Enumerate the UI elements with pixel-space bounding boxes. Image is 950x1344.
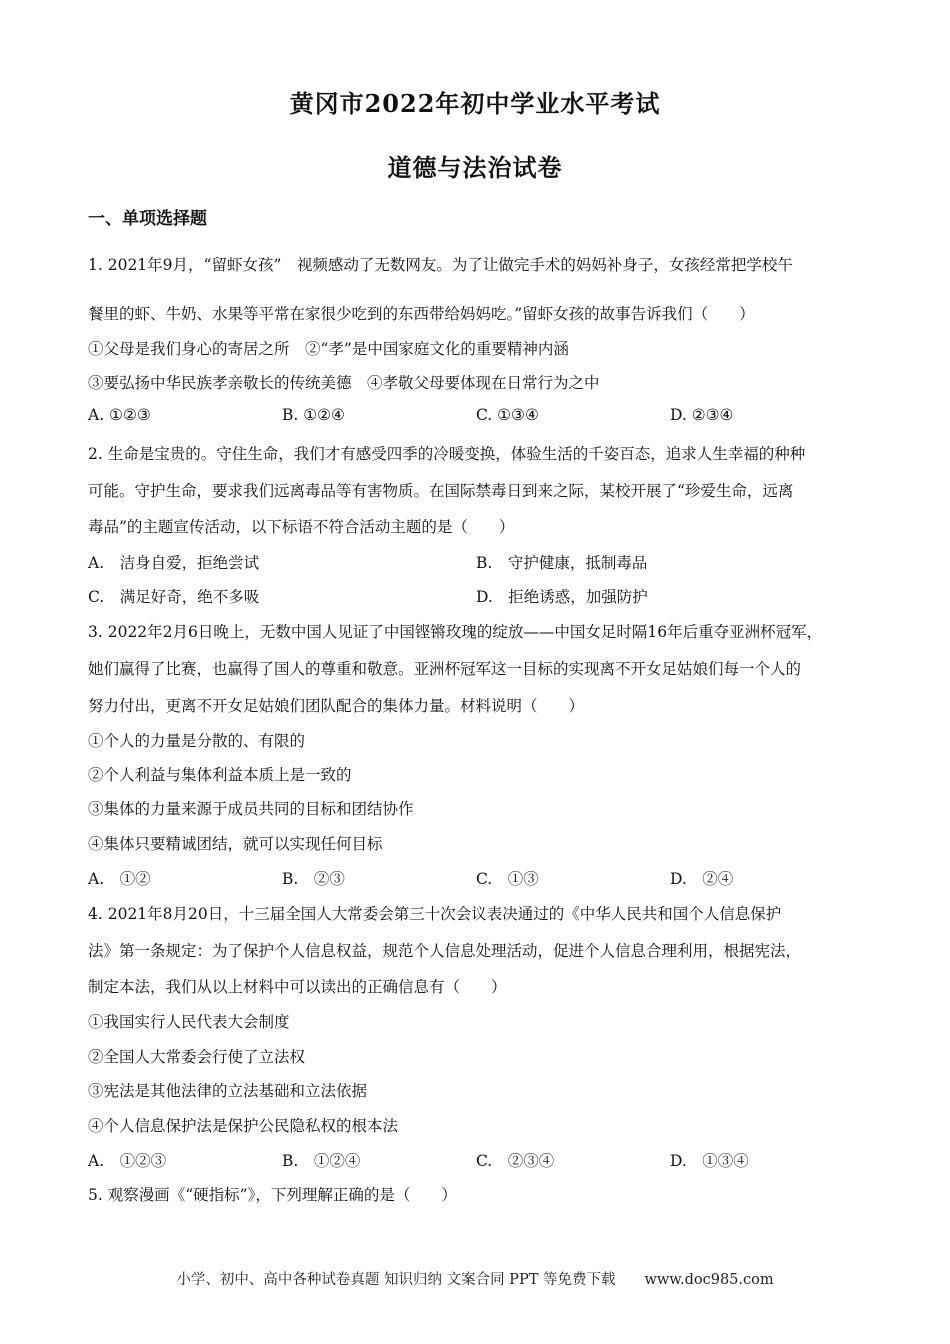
q1-statement-line-1: ①父母是我们身心的寄居之所 ②“孝”是中国家庭文化的重要精神内涵 (88, 340, 569, 358)
q4-statement-2: ②全国人大常委会行使了立法权 (88, 1048, 306, 1066)
q2-option-c[interactable]: C. 满足好奇，绝不多吸 (88, 588, 260, 606)
q2-option-a[interactable]: A. 洁身自爱，拒绝尝试 (88, 554, 260, 572)
q3-stem-line-2: 她们赢得了比赛，也赢得了国人的尊重和敬意。亚洲杯冠军这一目标的实现离不开女足姑娘们每一个人的 (88, 660, 802, 678)
q4-stem-line-3: 制定本法，我们从以上材料中可以读出的正确信息有（ ） (88, 978, 507, 996)
q4-stem-line-1: 4. 2021年8月20日，十三届全国人大常委会第三十次会议表决通过的《中华人民共和国个人信息保护 (88, 905, 782, 923)
q2-option-b[interactable]: B. 守护健康，抵制毒品 (476, 554, 648, 572)
q3-statement-2: ②个人利益与集体利益本质上是一致的 (88, 766, 352, 784)
q1-statement-line-2: ③要弘扬中华民族孝亲敬长的传统美德 ④孝敬父母要体现在日常行为之中 (88, 374, 600, 392)
q4-statement-4: ④个人信息保护法是保护公民隐私权的根本法 (88, 1117, 399, 1135)
q1-option-a[interactable]: A. ①②③ (88, 406, 151, 424)
section-heading: 一、单项选择题 (88, 209, 207, 229)
q3-statement-3: ③集体的力量来源于成员共同的目标和团结协作 (88, 800, 414, 818)
page-footer: 小学、初中、高中各种试卷真题 知识归纳 文案合同 PPT 等免费下载 www.doc985.com (176, 1272, 774, 1288)
q2-stem-line-2: 可能。守护生命，要求我们远离毒品等有害物质。在国际禁毒日到来之际，某校开展了“珍爱生命，远离 (88, 482, 794, 500)
q4-option-c[interactable]: C. ②③④ (476, 1152, 555, 1170)
q3-option-d[interactable]: D. ②④ (670, 870, 734, 888)
q1-stem-line-1: 1. 2021年9月，“留虾女孩” 视频感动了无数网友。为了让做完手术的妈妈补身子，女孩经常把学校午 (88, 256, 793, 274)
q4-statement-1: ①我国实行人民代表大会制度 (88, 1013, 290, 1031)
q1-option-d[interactable]: D. ②③④ (670, 406, 734, 424)
q2-stem-line-3: 毒品”的主题宣传活动，以下标语不符合活动主题的是（ ） (88, 518, 515, 536)
q4-stem-line-2: 法》第一条规定：为了保护个人信息权益，规范个人信息处理活动，促进个人信息合理利用，根据宪法， (88, 942, 802, 960)
q2-option-d[interactable]: D. 拒绝诱惑，加强防护 (476, 588, 648, 606)
q4-statement-3: ③宪法是其他法律的立法基础和立法依据 (88, 1082, 368, 1100)
q3-option-b[interactable]: B. ②③ (282, 870, 345, 888)
exam-subtitle: 道德与法治试卷 (387, 153, 563, 182)
exam-title: 黄冈市2022年初中学业水平考试 (289, 89, 661, 118)
q1-stem-line-2: 餐里的虾、牛奶、水果等平常在家很少吃到的东西带给妈妈吃。”留虾女孩的故事告诉我们（ ） (88, 305, 755, 323)
q3-statement-4: ④集体只要精诚团结，就可以实现任何目标 (88, 835, 383, 853)
q4-option-b[interactable]: B. ①②④ (282, 1152, 361, 1170)
q2-stem-line-1: 2. 生命是宝贵的。守住生命，我们才有感受四季的冷暖变换，体验生活的千姿百态，追求人生幸福的种种 (88, 445, 806, 463)
q3-stem-line-3: 努力付出，更离不开女足姑娘们团队配合的集体力量。材料说明（ ） (88, 697, 585, 715)
q3-stem-line-1: 3. 2022年2月6日晚上，无数中国人见证了中国铿锵玫瑰的绽放——中国女足时隔16年后重夺亚洲杯冠军， (88, 623, 823, 641)
q1-option-b[interactable]: B. ①②④ (282, 406, 345, 424)
q5-stem-line-1: 5. 观察漫画《“硬指标”》，下列理解正确的是（ ） (88, 1186, 457, 1204)
q4-option-a[interactable]: A. ①②③ (88, 1152, 167, 1170)
q4-option-d[interactable]: D. ①③④ (670, 1152, 749, 1170)
q3-option-c[interactable]: C. ①③ (476, 870, 539, 888)
q3-option-a[interactable]: A. ①② (88, 870, 151, 888)
q3-statement-1: ①个人的力量是分散的、有限的 (88, 732, 306, 750)
q1-option-c[interactable]: C. ①③④ (476, 406, 539, 424)
